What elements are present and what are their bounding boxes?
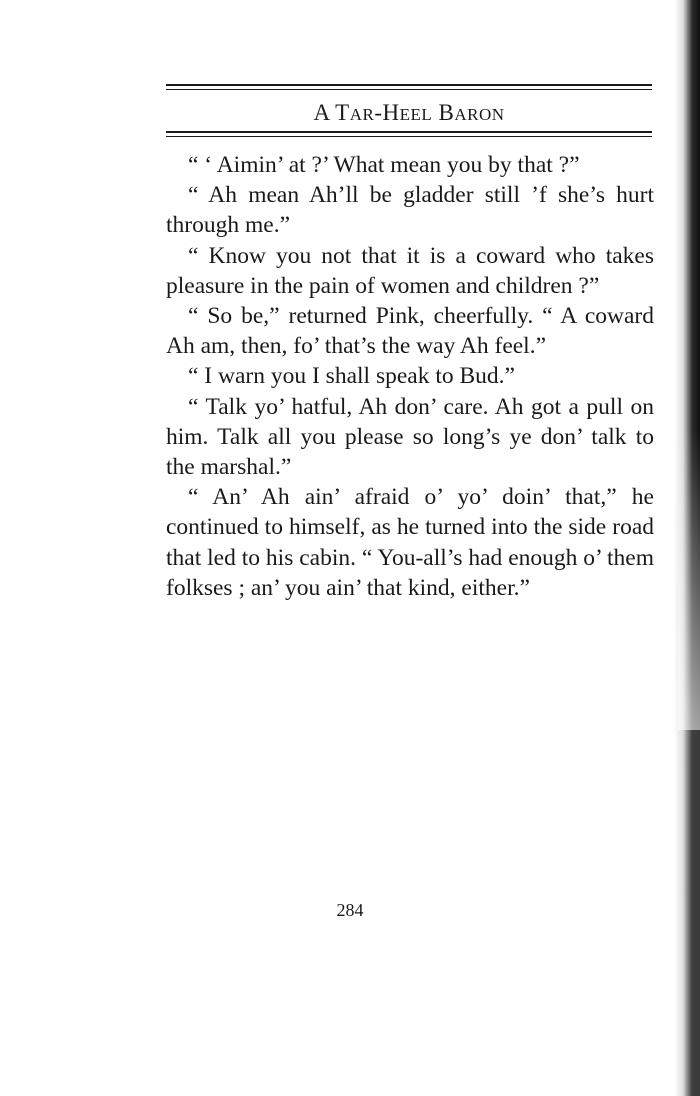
header-rule-top-thick: [166, 84, 652, 86]
scan-gutter-lower: [682, 730, 700, 1096]
paragraph: “ Talk yo’ hatful, Ah don’ care. Ah got a pull on him. Talk all you please so long’s ye don’ talk to the marshal.”: [166, 393, 654, 481]
scan-gutter-fade: [678, 430, 700, 730]
page-number: 284: [336, 900, 364, 920]
paragraph: “ Know you not that it is a coward who takes pleasure in the pain of women and children ?”: [166, 242, 654, 299]
paragraph: “ Ah mean Ah’ll be gladder still ’f she’s hurt through me.”: [166, 182, 654, 239]
running-head: A TAR-HEEL BARON: [313, 100, 505, 125]
header-rule-top-thin: [166, 89, 652, 90]
body-text: [166, 150, 654, 603]
header-rule-bottom-thin: [166, 136, 652, 137]
header-rule-bottom-thick: [166, 131, 652, 133]
paragraph: “ ‘ Aimin’ at ?’ What mean you by that ?”: [188, 152, 580, 178]
paragraph: “ So be,” returned Pink, cheerfully. “ A coward Ah am, then, fo’ that’s the way Ah feel.”: [166, 303, 654, 360]
paragraph: “ I warn you I shall speak to Bud.”: [188, 363, 515, 390]
paragraph: “ An’ Ah ain’ afraid o’ yo’ doin’ that,” he continued to himself, as he turned into the side road that led to his cabin. “ You-all’s had enough o’ them folkses ; an’ you ain’ that kind, either.”: [166, 484, 654, 601]
